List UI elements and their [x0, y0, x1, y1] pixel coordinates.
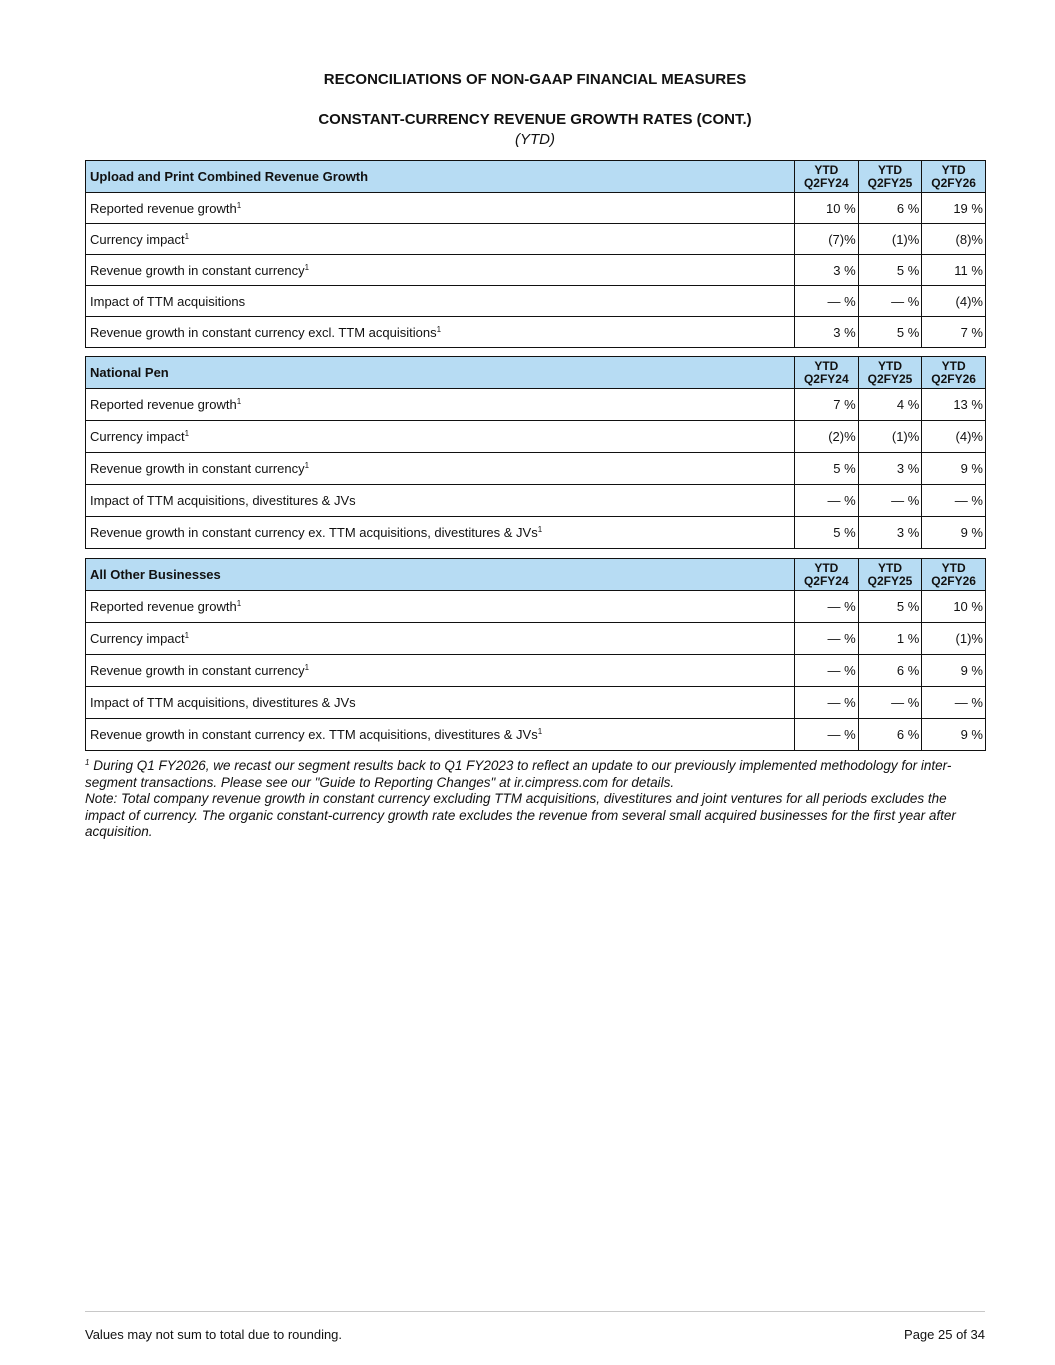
cell-value: 9 %	[922, 719, 986, 751]
table-name: Upload and Print Combined Revenue Growth	[86, 161, 795, 193]
column-header: YTD Q2FY24	[795, 559, 859, 591]
cell-value: 10 %	[795, 193, 859, 224]
table-row	[86, 224, 986, 255]
cell-value: 13 %	[922, 389, 986, 421]
table-header-row	[86, 559, 986, 591]
row-label: Revenue growth in constant currency ex. TTM acquisitions, divestitures & JVs$^1$	[86, 719, 795, 751]
page-number: Page 25 of 34	[904, 1327, 985, 1342]
cell-value: 7 %	[922, 317, 986, 348]
national-pen-table	[85, 356, 986, 549]
cell-value: (7)%	[795, 224, 859, 255]
row-label: Currency impact$^1$	[86, 623, 795, 655]
table-row	[86, 591, 986, 623]
cell-value: (1)%	[858, 421, 922, 453]
cell-value: — %	[795, 623, 859, 655]
cell-value: 5 %	[795, 517, 859, 549]
cell-value: 4 %	[858, 389, 922, 421]
row-label: Impact of TTM acquisitions	[86, 286, 795, 317]
cell-value: — %	[858, 687, 922, 719]
cell-value: 6 %	[858, 655, 922, 687]
column-header: YTD Q2FY26	[922, 357, 986, 389]
cell-value: — %	[795, 485, 859, 517]
table-header-row	[86, 161, 986, 193]
row-label: Reported revenue growth$^1$	[86, 193, 795, 224]
cell-value: 1 %	[858, 623, 922, 655]
cell-value: 6 %	[858, 719, 922, 751]
table-row	[86, 517, 986, 549]
cell-value: — %	[795, 655, 859, 687]
page-title: RECONCILIATIONS OF NON-GAAP FINANCIAL MEASURES	[323, 71, 747, 88]
table-row	[86, 193, 986, 224]
cell-value: 6 %	[858, 193, 922, 224]
row-label: Revenue growth in constant currency$^1$	[86, 453, 795, 485]
row-label: Revenue growth in constant currency ex. TTM acquisitions, divestitures & JVs$^1$	[86, 517, 795, 549]
cell-value: 9 %	[922, 655, 986, 687]
footer-divider	[85, 1311, 985, 1312]
cell-value: — %	[922, 485, 986, 517]
cell-value: (4)%	[922, 421, 986, 453]
column-header: YTD Q2FY26	[922, 161, 986, 193]
page-subtitle: CONSTANT-CURRENCY REVENUE GROWTH RATES (CONT.)	[318, 111, 752, 128]
note-text: Note: Total company revenue growth in constant currency excluding TTM acquisitions, divestitures and joint ventures for all periods excludes the impact of currency. The organic constant-currency growth rate excludes the revenue from several small acquired businesses for the first year after acquisition.	[85, 791, 956, 839]
column-header: YTD Q2FY26	[922, 559, 986, 591]
cell-value: 19 %	[922, 193, 986, 224]
table-header-row	[86, 357, 986, 389]
cell-value: 5 %	[858, 255, 922, 286]
cell-value: — %	[795, 719, 859, 751]
column-header: YTD Q2FY24	[795, 161, 859, 193]
row-label: Revenue growth in constant currency$^1$	[86, 655, 795, 687]
footnote-1: $^1$ During Q1 FY2026, we recast our segment results back to Q1 FY2023 to reflect an update to our previously implemented methodology for inter-segment transactions. Please see our "Guide to Reporting Changes" at ir.cimpress.com for details.	[85, 758, 952, 790]
row-label: Impact of TTM acquisitions, divestitures & JVs	[86, 485, 795, 517]
row-label: Currency impact$^1$	[86, 224, 795, 255]
cell-value: 11 %	[922, 255, 986, 286]
cell-value: 3 %	[795, 255, 859, 286]
cell-value: 3 %	[795, 317, 859, 348]
all-other-businesses-table	[85, 558, 986, 751]
cell-value: 5 %	[795, 453, 859, 485]
upload-print-table	[85, 160, 986, 348]
table-row	[86, 317, 986, 348]
table-name: National Pen	[86, 357, 795, 389]
table-row	[86, 655, 986, 687]
table-row	[86, 389, 986, 421]
cell-value: — %	[858, 485, 922, 517]
column-header: YTD Q2FY25	[858, 161, 922, 193]
cell-value: 3 %	[858, 517, 922, 549]
column-header: YTD Q2FY24	[795, 357, 859, 389]
cell-value: 5 %	[858, 591, 922, 623]
cell-value: 10 %	[922, 591, 986, 623]
row-label: Currency impact$^1$	[86, 421, 795, 453]
cell-value: — %	[795, 687, 859, 719]
cell-value: — %	[795, 591, 859, 623]
table-row	[86, 687, 986, 719]
footnotes	[85, 758, 985, 841]
table-row	[86, 255, 986, 286]
cell-value: 9 %	[922, 517, 986, 549]
cell-value: — %	[858, 286, 922, 317]
document-page	[85, 0, 985, 1365]
cell-value: 9 %	[922, 453, 986, 485]
row-label: Reported revenue growth$^1$	[86, 389, 795, 421]
cell-value: (1)%	[858, 224, 922, 255]
cell-value: (2)%	[795, 421, 859, 453]
table-row	[86, 286, 986, 317]
cell-value: — %	[922, 687, 986, 719]
table-row	[86, 485, 986, 517]
row-label: Revenue growth in constant currency$^1$	[86, 255, 795, 286]
table-row	[86, 719, 986, 751]
cell-value: (1)%	[922, 623, 986, 655]
column-header: YTD Q2FY25	[858, 357, 922, 389]
row-label: Impact of TTM acquisitions, divestitures & JVs	[86, 687, 795, 719]
cell-value: 5 %	[858, 317, 922, 348]
table-name: All Other Businesses	[86, 559, 795, 591]
cell-value: — %	[795, 286, 859, 317]
row-label: Reported revenue growth$^1$	[86, 591, 795, 623]
cell-value: 7 %	[795, 389, 859, 421]
rounding-disclaimer: Values may not sum to total due to rounding.	[85, 1327, 343, 1342]
row-label: Revenue growth in constant currency excl. TTM acquisitions$^1$	[86, 317, 795, 348]
table-row	[86, 623, 986, 655]
period-label: (YTD)	[515, 131, 555, 148]
table-row	[86, 421, 986, 453]
cell-value: (4)%	[922, 286, 986, 317]
cell-value: (8)%	[922, 224, 986, 255]
column-header: YTD Q2FY25	[858, 559, 922, 591]
cell-value: 3 %	[858, 453, 922, 485]
table-row	[86, 453, 986, 485]
